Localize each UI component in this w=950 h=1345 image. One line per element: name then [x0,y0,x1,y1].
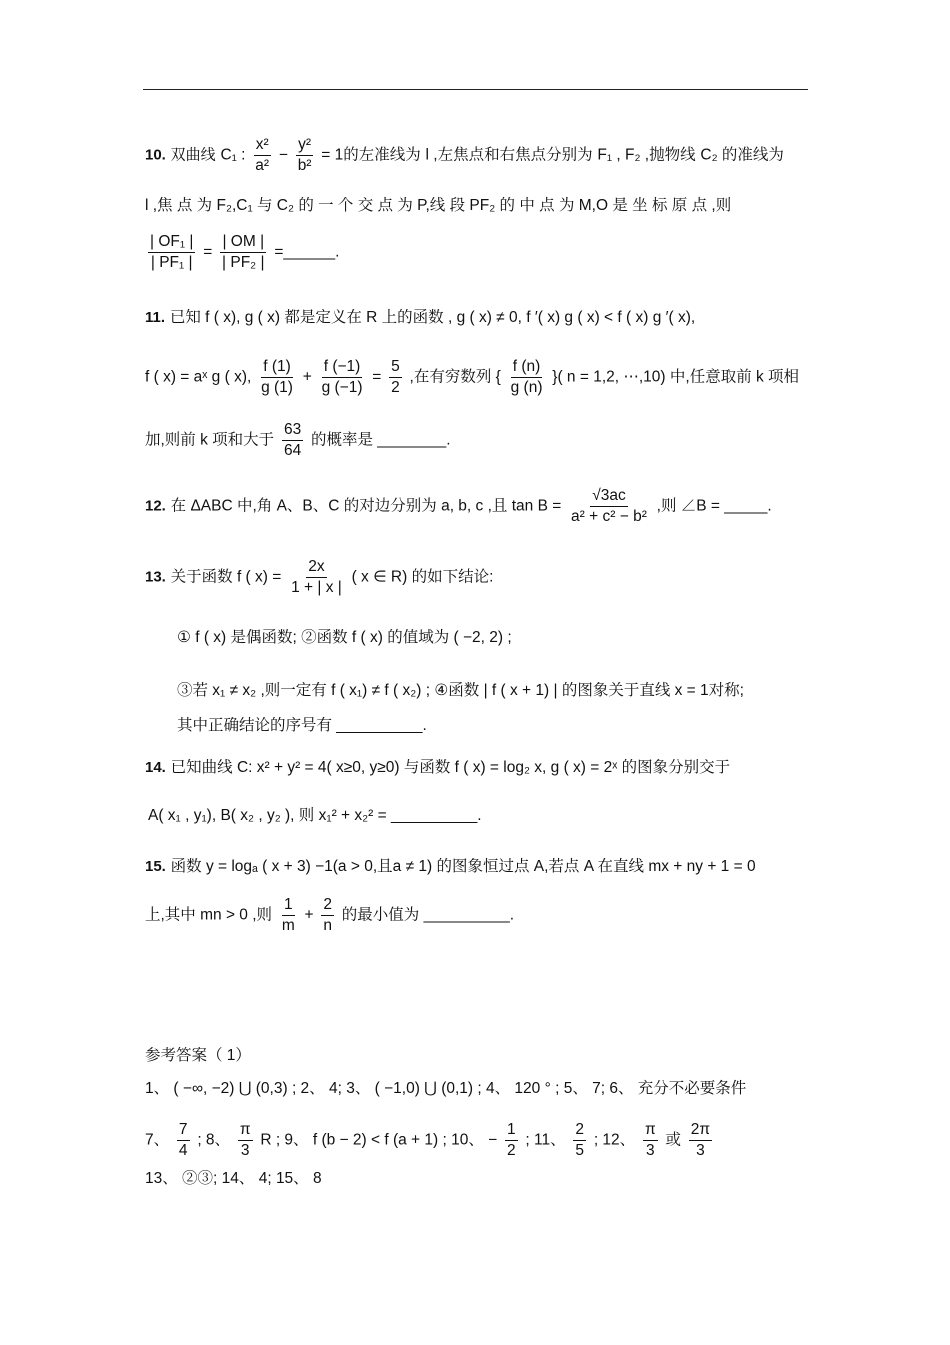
problem-number: 15. [145,858,166,875]
problem-11-line-1: 11. 已知 f ( x), g ( x) 都是定义在 R 上的函数 , g ( x) ≠ 0, f ′( x) g ( x) < f ( x) g ′( x), [145,309,696,326]
answers-row-1: 1、 ( −∞, −2) ⋃ (0,3) ; 2、 4; 3、 ( −1,0) ⋃ (0,1) ; 4、 120 ° ; 5、 7; 6、 充分不必要条件 [145,1080,747,1097]
problem-12-line-1: 12. 在 ΔABC 中,角 A、B、C 的对边分别为 a, b, c ,且 tan B = $\frac{√3ac}{\text{a² + c² − b²}}$ ,则 ∠B = _____. [145,487,772,525]
problem-13-line-4: 其中正确结论的序号有 __________. [177,717,427,734]
fraction: $\frac{5}{2}$ [391,358,400,396]
problem-13-line-3: ③若 x₁ ≠ x₂ ,则一定有 f ( x₁) ≠ f ( x₂) ; ④函数 | f ( x + 1) | 的图象关于直线 x = 1对称; [177,682,744,699]
problem-10-line-1: 10. 双曲线 C₁ : $\frac{\text{x²}}{\text{a²}}$ − $\frac{\text{y²}}{\text{b²}}$ = 1的左准线为 l ,左焦点和右焦点分别为 F₁ , F₂ ,抛物线 C₂ 的准线为 [145,136,784,174]
fraction: $\frac{| OM |}{\text{| PF₂ |}}$ [222,233,265,271]
fraction: $\frac{1}{m}$ [281,896,295,934]
problem-number: 10. [145,146,166,164]
problem-14-line-1: 14. 已知曲线 C: x² + y² = 4( x≥0, y≥0) 与函数 f ( x) = log₂ x, g ( x) = 2ˣ 的图象分别交于 [145,759,731,776]
problem-15-line-1: 15. 函数 y = logₐ ( x + 3) −1(a > 0,且a ≠ 1) 的图象恒过点 A,若点 A 在直线 mx + ny + 1 = 0 [145,858,756,875]
problem-number: 12. [145,497,166,515]
problem-13-line-1: 13. 关于函数 f ( x) = $\frac{2x}{1 + | x |}$ ( x ∈ R) 的如下结论: [145,558,494,596]
answers-row-3: 13、 ②③; 14、 4; 15、 8 [145,1170,322,1187]
answers-title: 参考答案（ 1） [145,1047,251,1064]
fraction: $\frac{1}{2}$ [507,1121,516,1159]
fraction: $\frac{\text{| OF₁ |}}{\text{| PF₁ |}}$ [150,233,194,271]
fraction: $\frac{\text{y²}}{\text{b²}}$ [297,136,312,174]
fraction: $\frac{f (1)}{g (1)}$ [261,358,293,396]
problem-11-line-2: f ( x) = aˣ g ( x), $\frac{f (1)}{g (1)}$ + $\frac{f (-1)}{g (-1)}$ = $\frac{5}{2}$ ,在有穷数列 { $\frac{f (n)}{g (n)}$ }( n = 1,2, ⋯,10) 中,任意取前 k 项相 [145,358,800,396]
fraction: $\frac{f (-1)}{g (-1)}$ [321,358,363,396]
header-rule [143,89,808,90]
fraction: $\frac{√3ac}{\text{a² + c² − b²}}$ [571,487,647,525]
fraction: $\frac{2}{5}$ [575,1121,585,1159]
fraction: $\frac{\pi}{3}$ [644,1121,656,1159]
problem-13-line-2: ① f ( x) 是偶函数; ②函数 f ( x) 的值域为 ( −2, 2) ; [177,629,512,646]
fraction: $\frac{f (n)}{g (n)}$ [510,358,543,396]
problem-number: 14. [145,759,166,776]
problem-14-line-2: A( x₁ , y₁), B( x₂ , y₂ ), 则 x₁² + x₂² = __________. [148,807,482,824]
problem-10-line-2: l ,焦 点 为 F₂,C₁ 与 C₂ 的 一 个 交 点 为 P,线 段 PF₂ 的 中 点 为 M,O 是 坐 标 原 点 ,则 [145,197,732,214]
problem-number: 13. [145,568,166,586]
fraction: $\frac{\text{x²}}{\text{a²}}$ [255,136,270,174]
problem-15-line-2: 上,其中 mn > 0 ,则 $\frac{1}{m}$ + $\frac{2}{n}$ 的最小值为 __________. [145,896,515,934]
fraction: $\frac{63}{64}$ [283,421,302,459]
fraction: $\frac{\pi}{3}$ [239,1121,251,1159]
fraction: $\frac{2}{n}$ [323,896,332,934]
fraction: $\frac{2x}{1 + | x |}$ [291,558,342,596]
fraction: $\frac{7}{4}$ [178,1121,188,1159]
problem-10-line-3: $\frac{\text{| OF₁ |}}{\text{| PF₁ |}}$ = $\frac{| OM |}{\text{| PF₂ |}}$ =______. [150,233,340,271]
answers-row-2: 7、 $\frac{7}{4}$ ; 8、 $\frac{\pi}{3}$ R ; 9、 f (b − 2) < f (a + 1) ; 10、 − $\frac{1}{2}$ ; 11、 $\frac{2}{5}$ ; 12、 $\frac{\pi}{3}$ 或 $\frac{2\pi}{3}$ [145,1121,711,1159]
fraction: $\frac{2\pi}{3}$ [690,1121,711,1159]
problem-11-line-3: 加,则前 k 项和大于 $\frac{63}{64}$ 的概率是 ________. [145,421,451,459]
problem-number: 11. [145,309,166,326]
